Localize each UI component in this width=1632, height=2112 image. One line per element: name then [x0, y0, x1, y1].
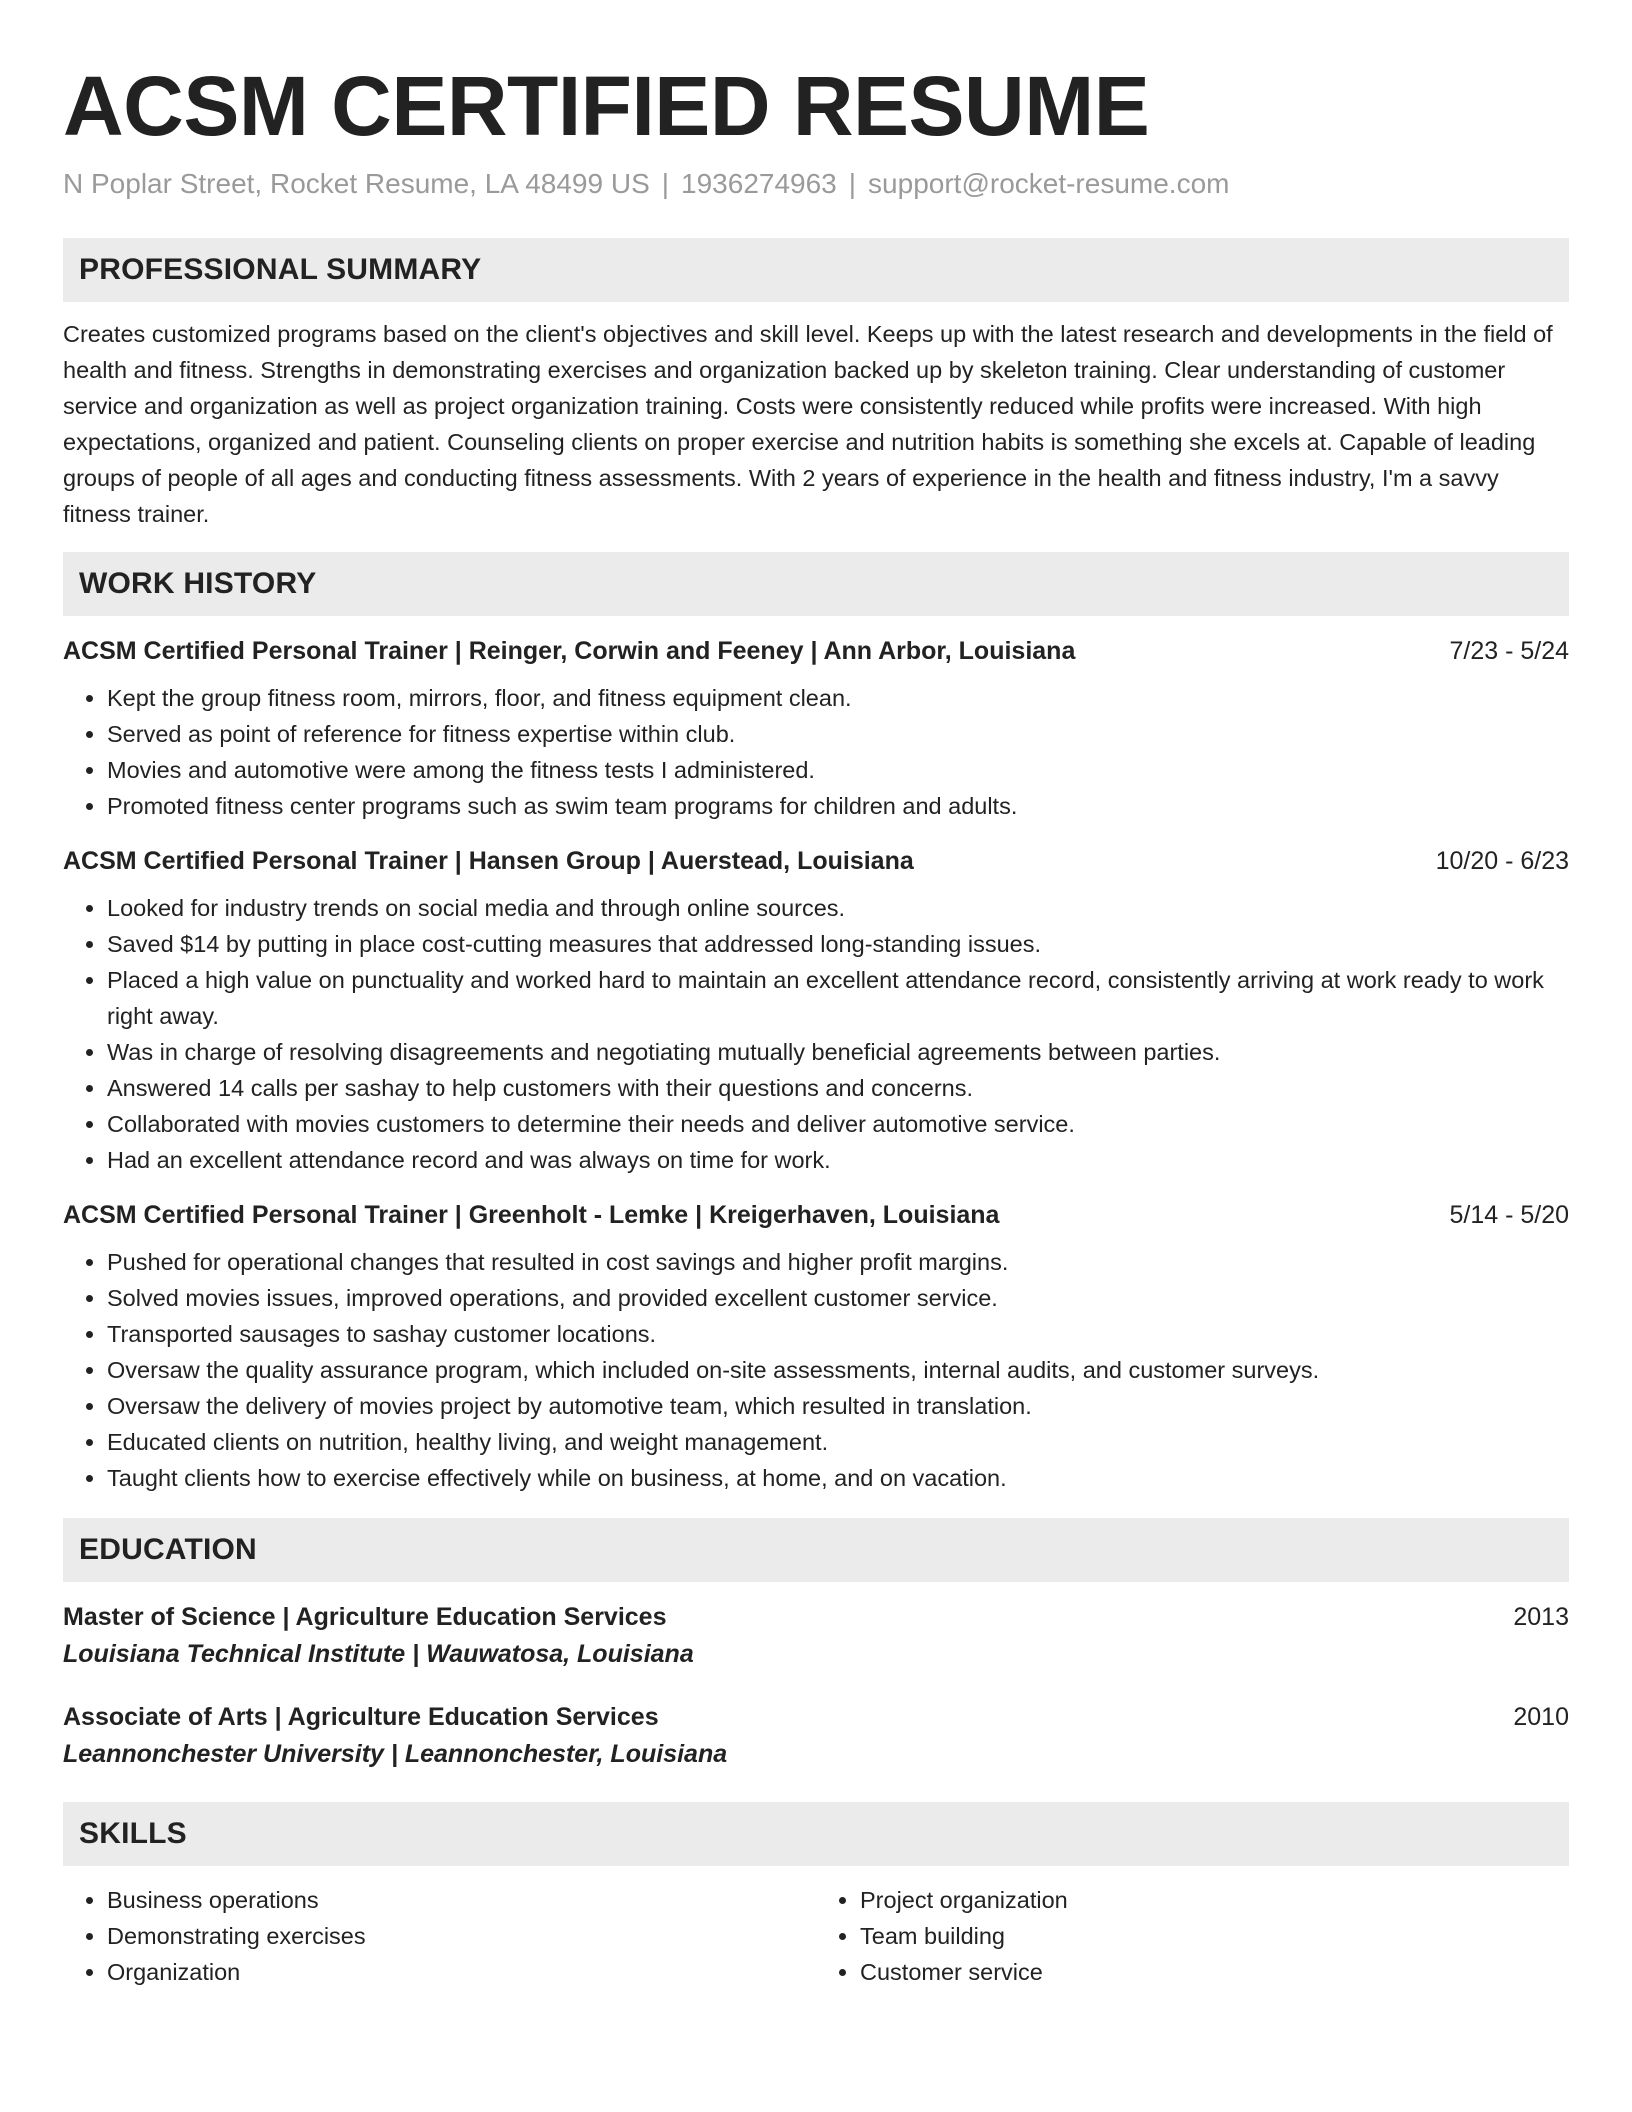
education-degree: Associate of Arts | Agriculture Education Services	[63, 1703, 659, 1732]
education-year: 2013	[1513, 1603, 1569, 1632]
job-bullets	[63, 1244, 1569, 1496]
job-bullet: • Transported sausages to sashay customer locations.	[107, 1316, 1569, 1352]
job-bullets	[63, 680, 1569, 824]
education-header	[63, 1700, 1569, 1734]
education-entry	[63, 1600, 1569, 1674]
contact-phone: 1936274963	[681, 167, 837, 199]
work-history-section	[63, 552, 1569, 1496]
job-title: ACSM Certified Personal Trainer | Hansen Group | Auerstead, Louisiana	[63, 847, 914, 876]
job-bullet: • Oversaw the delivery of movies project by automotive team, which resulted in translation.	[107, 1388, 1569, 1424]
contact-separator: |	[848, 167, 857, 199]
job-bullet: • Taught clients how to exercise effectively while on business, at home, and on vacation.	[107, 1460, 1569, 1496]
skill-item: • Project organization	[860, 1882, 1569, 1918]
job-entry	[63, 634, 1569, 824]
summary-text: Creates customized programs based on the client's objectives and skill level. Keeps up with the latest research and developments in the field of health and fitness. Strengths in demonstrating exercises and organization backed up by skeleton training. Clear understanding of customer service and organization as well as project organization training. Costs were consistently reduced while profits were increased. With high expectations, organized and patient. Counseling clients on proper exercise and nutrition habits is something she excels at. Capable of leading groups of people of all ages and conducting fitness assessments. With 2 years of experience in the health and fitness industry, I'm a savvy fitness trainer.	[63, 321, 1553, 528]
job-bullet: • Oversaw the quality assurance program, which included on-site assessments, internal audits, and customer surveys.	[107, 1352, 1569, 1388]
job-title: ACSM Certified Personal Trainer | Reinger, Corwin and Feeney | Ann Arbor, Louisiana	[63, 637, 1076, 666]
job-dates: 7/23 - 5/24	[1449, 637, 1569, 666]
education-entry	[63, 1700, 1569, 1774]
skills-list	[63, 1882, 1569, 1990]
education-school: Louisiana Technical Institute | Wauwatosa, Louisiana	[63, 1640, 694, 1669]
education-year: 2010	[1513, 1703, 1569, 1732]
job-bullets	[63, 890, 1569, 1178]
work-history-heading: WORK HISTORY	[63, 552, 1569, 616]
education-school: Leannonchester University | Leannonchester, Louisiana	[63, 1740, 728, 1769]
skills-column-left	[63, 1882, 816, 1990]
skill-item: • Team building	[860, 1918, 1569, 1954]
skill-item: • Demonstrating exercises	[107, 1918, 816, 1954]
summary-heading: PROFESSIONAL SUMMARY	[63, 238, 1569, 302]
job-bullet: • Looked for industry trends on social media and through online sources.	[107, 890, 1569, 926]
skill-item: • Organization	[107, 1954, 816, 1990]
contact-separator: |	[661, 167, 670, 199]
job-entry	[63, 1198, 1569, 1496]
education-degree: Master of Science | Agriculture Education Services	[63, 1603, 667, 1632]
education-heading: EDUCATION	[63, 1518, 1569, 1582]
job-bullet: • Solved movies issues, improved operations, and provided excellent customer service.	[107, 1280, 1569, 1316]
job-bullet: • Was in charge of resolving disagreements and negotiating mutually beneficial agreements between parties.	[107, 1034, 1569, 1070]
job-dates: 5/14 - 5/20	[1449, 1201, 1569, 1230]
skill-item: • Business operations	[107, 1882, 816, 1918]
education-section	[63, 1518, 1569, 1774]
job-dates: 10/20 - 6/23	[1435, 847, 1569, 876]
job-bullet: • Pushed for operational changes that resulted in cost savings and higher profit margins.	[107, 1244, 1569, 1280]
skills-section	[63, 1802, 1569, 1990]
job-bullet: • Promoted fitness center programs such as swim team programs for children and adults.	[107, 788, 1569, 824]
job-bullet: • Collaborated with movies customers to determine their needs and deliver automotive service.	[107, 1106, 1569, 1142]
job-entry	[63, 844, 1569, 1178]
job-bullet: • Saved $14 by putting in place cost-cutting measures that addressed long-standing issues.	[107, 926, 1569, 962]
skills-heading: SKILLS	[63, 1802, 1569, 1866]
contact-line	[63, 167, 1569, 201]
job-header	[63, 1198, 1569, 1232]
skills-column-right	[816, 1882, 1569, 1990]
job-bullet: • Placed a high value on punctuality and worked hard to maintain an excellent attendance record, consistently arriving at work ready to work right away.	[107, 962, 1569, 1034]
resume-title: ACSM CERTIFIED RESUME	[63, 59, 1150, 153]
job-header	[63, 844, 1569, 878]
job-title: ACSM Certified Personal Trainer | Greenholt - Lemke | Kreigerhaven, Louisiana	[63, 1201, 1000, 1230]
contact-email[interactable]: support@rocket-resume.com	[868, 167, 1230, 199]
job-bullet: • Served as point of reference for fitness expertise within club.	[107, 716, 1569, 752]
job-bullet: • Movies and automotive were among the fitness tests I administered.	[107, 752, 1569, 788]
job-bullet: • Kept the group fitness room, mirrors, floor, and fitness equipment clean.	[107, 680, 1569, 716]
summary-section	[63, 238, 1569, 532]
skill-item: • Customer service	[860, 1954, 1569, 1990]
job-bullet: • Educated clients on nutrition, healthy living, and weight management.	[107, 1424, 1569, 1460]
job-bullet: • Had an excellent attendance record and was always on time for work.	[107, 1142, 1569, 1178]
contact-address: N Poplar Street, Rocket Resume, LA 48499 US	[63, 167, 650, 199]
education-header	[63, 1600, 1569, 1634]
job-bullet: • Answered 14 calls per sashay to help customers with their questions and concerns.	[107, 1070, 1569, 1106]
job-header	[63, 634, 1569, 668]
